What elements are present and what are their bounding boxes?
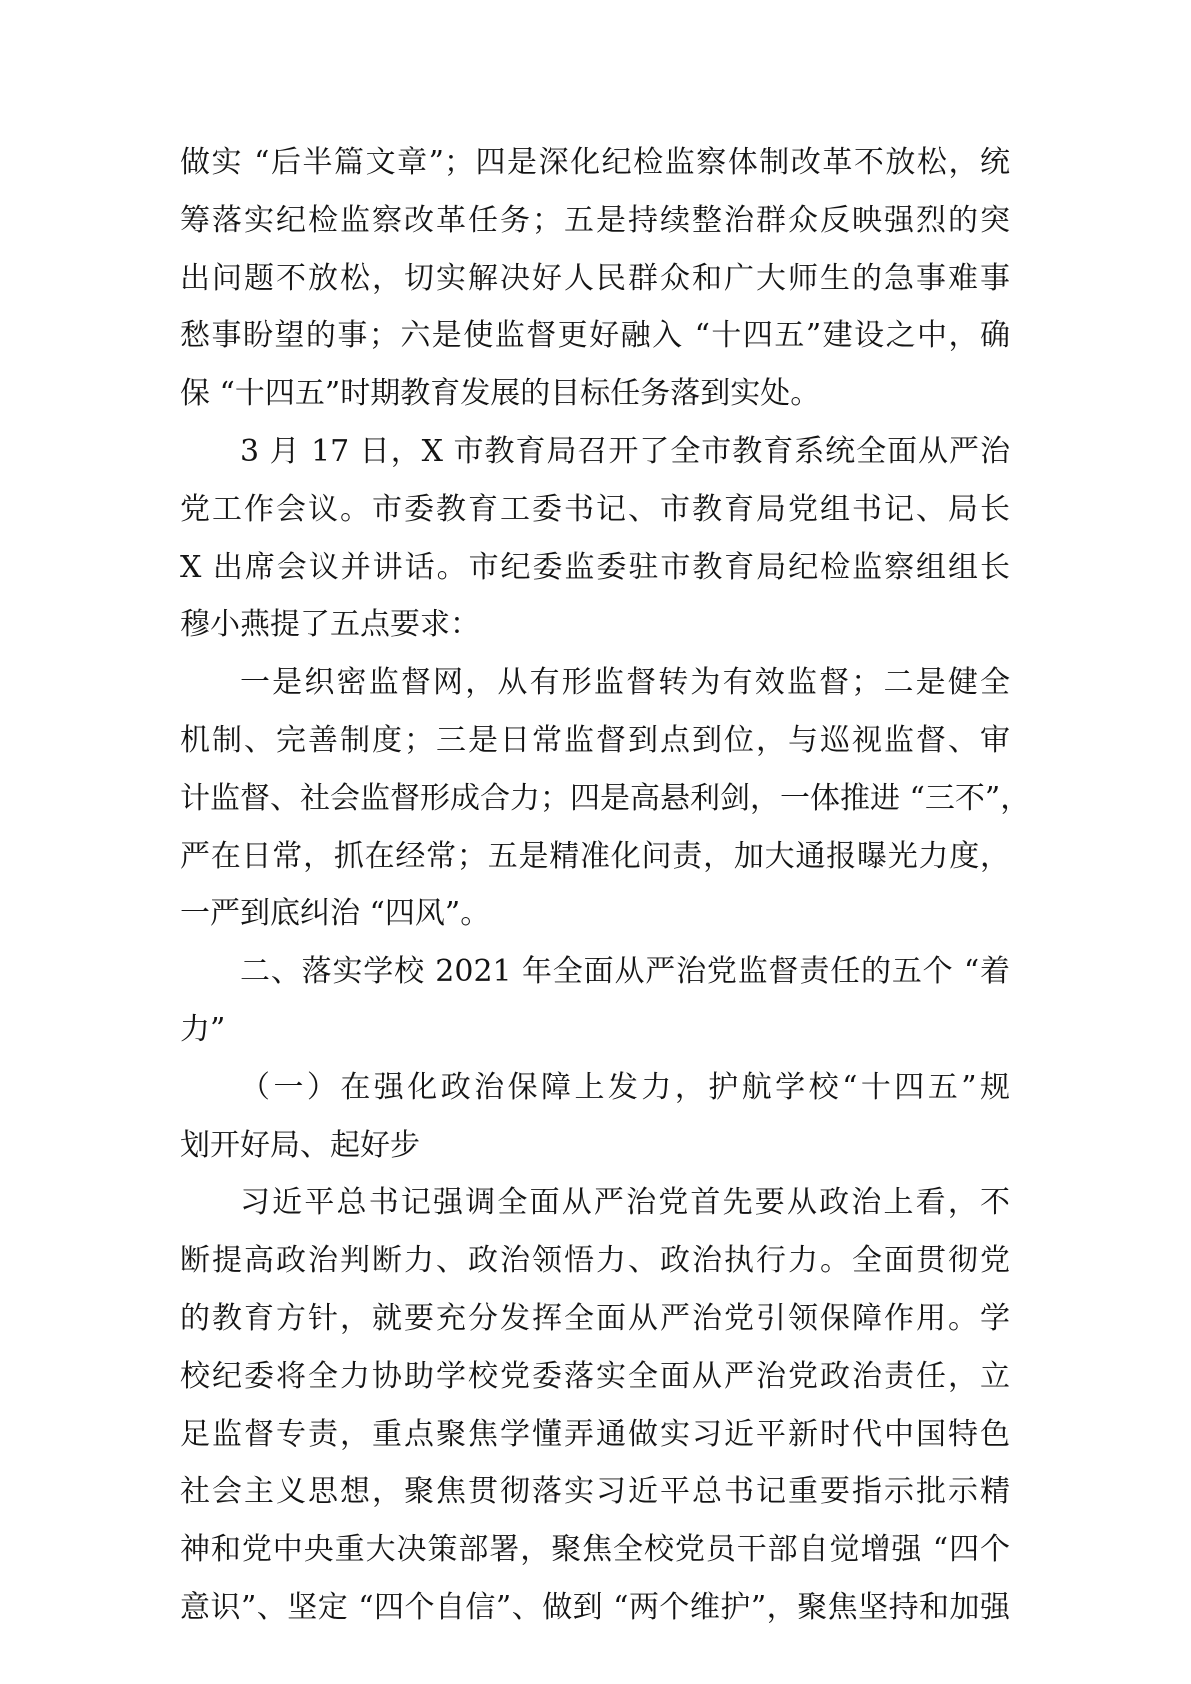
- text-line: 3 月 17 日，X 市教育局召开了全市教育系统全面从严治: [240, 433, 1010, 469]
- text-line: X 出席会议并讲话。市纪委监委驻市教育局纪检监察组组长: [180, 549, 1010, 585]
- text-line: （一）在强化政治保障上发力，护航学校“十四五”规: [240, 1069, 1010, 1105]
- para-meeting: [180, 423, 1010, 654]
- text-line: 保 “十四五”时期教育发展的目标任务落到实处。: [180, 376, 821, 412]
- text-line: 严在日常，抓在经常；五是精准化问责，加大通报曝光力度，: [180, 838, 1010, 874]
- document-page: [180, 134, 1031, 1637]
- para-political-guarantee: [180, 1174, 1010, 1636]
- text-line: 社会主义思想，聚焦贯彻落实习近平总书记重要指示批示精: [180, 1474, 1010, 1510]
- text-line: 意识”、坚定 “四个自信”、做到 “两个维护”，聚焦坚持和加强: [180, 1589, 1010, 1625]
- text-line: 神和党中央重大决策部署，聚焦全校党员干部自觉增强 “四个: [180, 1532, 1010, 1568]
- text-line: 一严到底纠治 “四风”。: [180, 896, 491, 932]
- text-line: 足监督专责，重点聚焦学懂弄通做实习近平新时代中国特色: [180, 1416, 1010, 1452]
- text-line: 穆小燕提了五点要求：: [180, 607, 480, 643]
- subsection-heading-1: [180, 1059, 1010, 1175]
- text-line: 愁事盼望的事；六是使监督更好融入 “十四五”建设之中，确: [180, 318, 1010, 354]
- text-line: 一是织密监督网，从有形监督转为有效监督；二是健全: [240, 665, 1010, 701]
- text-line: 计监督、社会监督形成合力；四是高悬利剑，一体推进 “三不”，: [180, 780, 1031, 816]
- para-five-requirements: [180, 654, 1031, 943]
- text-line: 断提高政治判断力、政治领悟力、政治执行力。全面贯彻党: [180, 1243, 1010, 1279]
- text-line: 筹落实纪检监察改革任务；五是持续整治群众反映强烈的突: [180, 202, 1010, 238]
- text-line: 划开好局、起好步: [180, 1127, 420, 1163]
- text-line: 的教育方针，就要充分发挥全面从严治党引领保障作用。学: [180, 1300, 1010, 1336]
- text-line: 二、落实学校 2021 年全面从严治党监督责任的五个 “着: [240, 954, 1010, 990]
- text-line: 校纪委将全力协助学校党委落实全面从严治党政治责任，立: [180, 1358, 1010, 1394]
- text-line: 党工作会议。市委教育工委书记、市教育局党组书记、局长: [180, 491, 1010, 527]
- para-continuation: [180, 134, 1010, 423]
- section-heading-2: [180, 943, 1010, 1059]
- text-line: 习近平总书记强调全面从严治党首先要从政治上看，不: [240, 1185, 1010, 1221]
- text-line: 出问题不放松，切实解决好人民群众和广大师生的急事难事: [180, 260, 1010, 296]
- text-line: 做实 “后半篇文章”；四是深化纪检监察体制改革不放松，统: [180, 145, 1010, 180]
- text-line: 机制、完善制度；三是日常监督到点到位，与巡视监督、审: [180, 722, 1010, 758]
- text-line: 力”: [180, 1011, 226, 1047]
